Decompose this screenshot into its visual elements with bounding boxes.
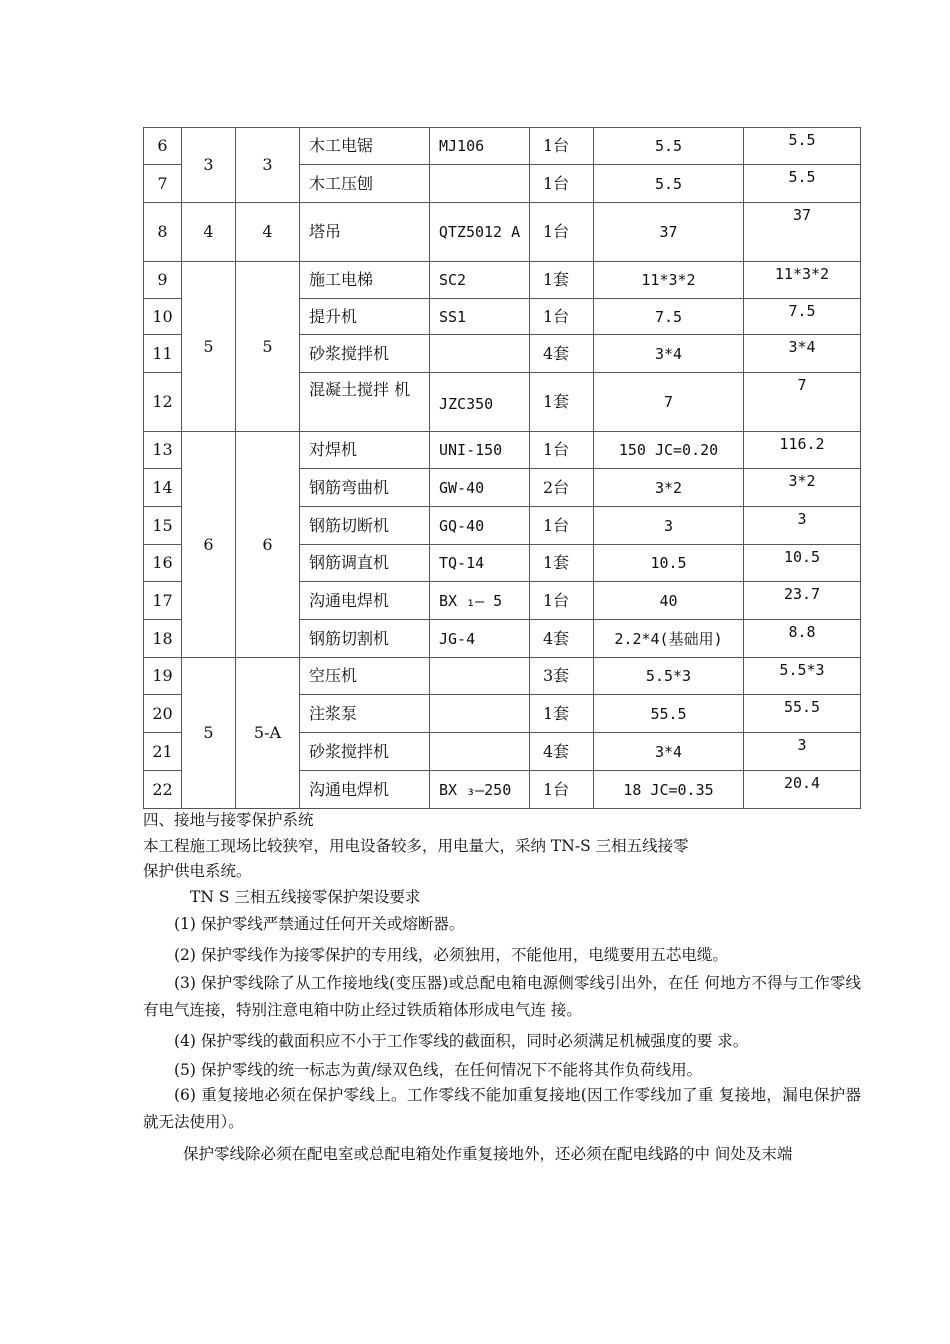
row-number: 15 bbox=[144, 507, 182, 545]
row-number: 13 bbox=[144, 432, 182, 469]
group-cell-a: 4 bbox=[182, 203, 236, 262]
rated-power: 18 JC=0.35 bbox=[594, 771, 744, 809]
rated-power: 3*4 bbox=[594, 733, 744, 771]
equipment-quantity: 4套 bbox=[530, 335, 594, 373]
calc-power: 5.5 bbox=[744, 128, 861, 165]
equipment-name: 砂浆搅拌机 bbox=[300, 335, 430, 373]
equipment-model bbox=[430, 335, 530, 373]
rated-power: 40 bbox=[594, 582, 744, 620]
calc-power: 5.5 bbox=[744, 165, 861, 203]
equipment-name: 对焊机 bbox=[300, 432, 430, 469]
equipment-name: 混凝土搅拌 机 bbox=[300, 373, 430, 432]
equipment-quantity: 2台 bbox=[530, 469, 594, 507]
calc-power: 5.5*3 bbox=[744, 658, 861, 695]
row-number: 14 bbox=[144, 469, 182, 507]
list-item: (3) 保护零线除了从工作接地线(变压器)或总配电箱电源侧零线引出外，在任 何地方不得与工作零线有电气连接，特别注意电箱中防止经过铁质箱体形成电气连 接。 bbox=[143, 974, 861, 1019]
equipment-quantity: 1套 bbox=[530, 262, 594, 299]
equipment-quantity: 1台 bbox=[530, 299, 594, 335]
equipment-name: 塔吊 bbox=[300, 203, 430, 262]
calc-power: 23.7 bbox=[744, 582, 861, 620]
calc-power: 20.4 bbox=[744, 771, 861, 809]
calc-power: 11*3*2 bbox=[744, 262, 861, 299]
equipment-quantity: 1台 bbox=[530, 771, 594, 809]
list-item: (1) 保护零线严禁通过任何开关或熔断器。 bbox=[174, 915, 465, 933]
equipment-model: SC2 bbox=[430, 262, 530, 299]
group-cell-a: 6 bbox=[182, 432, 236, 658]
rated-power: 37 bbox=[594, 203, 744, 262]
equipment-model: QTZ5012 A bbox=[430, 203, 530, 262]
equipment-name: 砂浆搅拌机 bbox=[300, 733, 430, 771]
row-number: 22 bbox=[144, 771, 182, 809]
rated-power: 11*3*2 bbox=[594, 262, 744, 299]
equipment-quantity: 1台 bbox=[530, 432, 594, 469]
table-row bbox=[144, 658, 861, 695]
rated-power: 5.5*3 bbox=[594, 658, 744, 695]
row-number: 8 bbox=[144, 203, 182, 262]
list-item: 保护零线除必须在配电室或总配电箱处作重复接地外，还必须在配电线路的中 间处及末端 bbox=[183, 1145, 793, 1163]
rated-power: 3*4 bbox=[594, 335, 744, 373]
calc-power: 55.5 bbox=[744, 695, 861, 733]
equipment-model: BX ₃—250 bbox=[430, 771, 530, 809]
row-number: 20 bbox=[144, 695, 182, 733]
equipment-name: 沟通电焊机 bbox=[300, 582, 430, 620]
calc-power: 7 bbox=[744, 373, 861, 432]
calc-power: 3 bbox=[744, 507, 861, 545]
equipment-quantity: 1台 bbox=[530, 507, 594, 545]
rated-power: 5.5 bbox=[594, 128, 744, 165]
equipment-quantity: 4套 bbox=[530, 620, 594, 658]
rated-power: 150 JC=0.20 bbox=[594, 432, 744, 469]
section-heading: 四、接地与接零保护系统 bbox=[143, 811, 314, 829]
list-item: (4) 保护零线的截面积应不小于工作零线的截面积，同时必须满足机械强度的要 求。 bbox=[174, 1032, 749, 1050]
table-row bbox=[144, 203, 861, 262]
row-number: 17 bbox=[144, 582, 182, 620]
calc-power: 3 bbox=[744, 733, 861, 771]
table-row bbox=[144, 262, 861, 299]
equipment-quantity: 1套 bbox=[530, 695, 594, 733]
calc-power: 37 bbox=[744, 203, 861, 262]
row-number: 12 bbox=[144, 373, 182, 432]
intro-line-1: 本工程施工现场比较狭窄，用电设备较多，用电量大，采纳 TN-S 三相五线接零 bbox=[143, 837, 689, 855]
calc-power: 116.2 bbox=[744, 432, 861, 469]
list-item: (2) 保护零线作为接零保护的专用线，必须独用，不能他用，电缆要用五芯电缆。 bbox=[174, 946, 728, 964]
row-number: 7 bbox=[144, 165, 182, 203]
equipment-model: GW-40 bbox=[430, 469, 530, 507]
equipment-model: JZC350 bbox=[430, 373, 530, 432]
row-number: 11 bbox=[144, 335, 182, 373]
equipment-name: 木工电锯 bbox=[300, 128, 430, 165]
list-item: (6) 重复接地必须在保护零线上。工作零线不能加重复接地(因工作零线加了重 复接地，漏电保护器就无法使用）。 bbox=[143, 1086, 861, 1131]
rated-power: 10.5 bbox=[594, 545, 744, 582]
group-cell-a: 3 bbox=[182, 128, 236, 203]
row-number: 9 bbox=[144, 262, 182, 299]
equipment-quantity: 1台 bbox=[530, 203, 594, 262]
equipment-name: 钢筋调直机 bbox=[300, 545, 430, 582]
rated-power: 7 bbox=[594, 373, 744, 432]
equipment-model: TQ-14 bbox=[430, 545, 530, 582]
equipment-model: MJ106 bbox=[430, 128, 530, 165]
calc-power: 8.8 bbox=[744, 620, 861, 658]
group-cell-b: 4 bbox=[236, 203, 300, 262]
subheading: TN S 三相五线接零保护架设要求 bbox=[190, 888, 421, 906]
row-number: 21 bbox=[144, 733, 182, 771]
equipment-model: UNI-150 bbox=[430, 432, 530, 469]
equipment-quantity: 1台 bbox=[530, 128, 594, 165]
equipment-quantity: 1套 bbox=[530, 545, 594, 582]
equipment-model: JG-4 bbox=[430, 620, 530, 658]
row-number: 10 bbox=[144, 299, 182, 335]
equipment-model bbox=[430, 695, 530, 733]
equipment-quantity: 1套 bbox=[530, 373, 594, 432]
equipment-name: 空压机 bbox=[300, 658, 430, 695]
group-cell-b: 5-A bbox=[236, 658, 300, 809]
rated-power: 2.2*4(基础用) bbox=[594, 620, 744, 658]
group-cell-a: 5 bbox=[182, 658, 236, 809]
calc-power: 3*2 bbox=[744, 469, 861, 507]
equipment-quantity: 1台 bbox=[530, 165, 594, 203]
calc-power: 7.5 bbox=[744, 299, 861, 335]
equipment-model bbox=[430, 165, 530, 203]
list-item: (5) 保护零线的统一标志为黄/绿双色线，在任何情况下不能将其作负荷线用。 bbox=[174, 1061, 703, 1079]
group-cell-b: 3 bbox=[236, 128, 300, 203]
equipment-name: 沟通电焊机 bbox=[300, 771, 430, 809]
equipment-model: SS1 bbox=[430, 299, 530, 335]
equipment-model: GQ-40 bbox=[430, 507, 530, 545]
equipment-quantity: 4套 bbox=[530, 733, 594, 771]
rated-power: 7.5 bbox=[594, 299, 744, 335]
rated-power: 55.5 bbox=[594, 695, 744, 733]
row-number: 18 bbox=[144, 620, 182, 658]
equipment-model bbox=[430, 658, 530, 695]
group-cell-b: 5 bbox=[236, 262, 300, 432]
row-number: 6 bbox=[144, 128, 182, 165]
group-cell-a: 5 bbox=[182, 262, 236, 432]
table-row bbox=[144, 432, 861, 469]
group-cell-b: 6 bbox=[236, 432, 300, 658]
row-number: 19 bbox=[144, 658, 182, 695]
calc-power: 10.5 bbox=[744, 545, 861, 582]
equipment-name: 提升机 bbox=[300, 299, 430, 335]
equipment-quantity: 3套 bbox=[530, 658, 594, 695]
row-number: 16 bbox=[144, 545, 182, 582]
equipment-name: 木工压刨 bbox=[300, 165, 430, 203]
table-row bbox=[144, 128, 861, 165]
equipment-name: 钢筋切断机 bbox=[300, 507, 430, 545]
rated-power: 3 bbox=[594, 507, 744, 545]
rated-power: 3*2 bbox=[594, 469, 744, 507]
equipment-model bbox=[430, 733, 530, 771]
equipment-table bbox=[143, 127, 861, 809]
equipment-model: BX ₁— 5 bbox=[430, 582, 530, 620]
equipment-name: 钢筋弯曲机 bbox=[300, 469, 430, 507]
intro-line-2: 保护供电系统。 bbox=[143, 862, 252, 880]
calc-power: 3*4 bbox=[744, 335, 861, 373]
equipment-quantity: 1台 bbox=[530, 582, 594, 620]
equipment-name: 注浆泵 bbox=[300, 695, 430, 733]
rated-power: 5.5 bbox=[594, 165, 744, 203]
equipment-name: 施工电梯 bbox=[300, 262, 430, 299]
equipment-name: 钢筋切割机 bbox=[300, 620, 430, 658]
